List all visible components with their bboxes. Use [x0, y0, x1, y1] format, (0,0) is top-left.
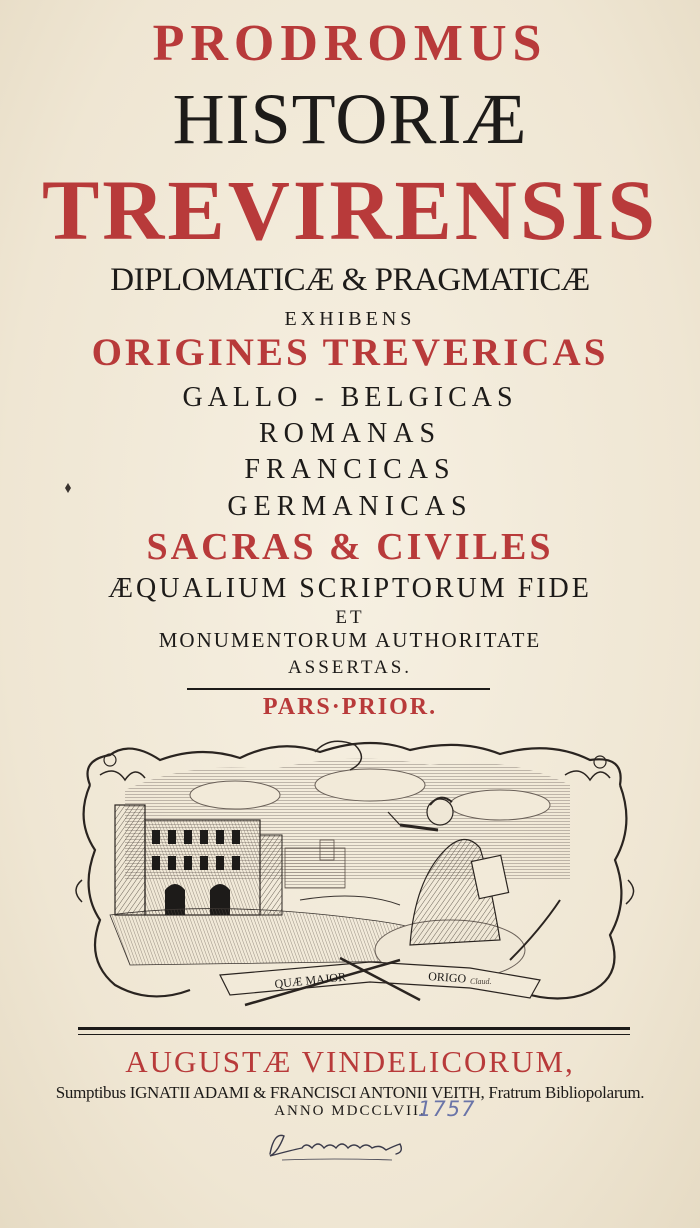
engraved-vignette	[70, 730, 640, 1015]
subtitle-exhibens: EXHIBENS	[284, 308, 416, 330]
title-line-trevirensis: TREVIRENSIS	[41, 162, 659, 258]
subtitle-monumentorum: MONUMENTORUM AUTHORITATE	[158, 628, 542, 652]
subtitle-romanas: ROMANAS	[258, 418, 442, 449]
handwritten-year: 1757	[418, 1097, 476, 1121]
divider-rule	[187, 688, 490, 690]
subtitle-germanicas: GERMANICAS	[227, 491, 473, 522]
part-label: PARS·PRIOR.	[262, 694, 438, 720]
imprint-publishers: Sumptibus IGNATII ADAMI & FRANCISCI ANTONII VEITH, Fratrum Bibliopolarum.	[55, 1083, 645, 1102]
imprint-place: AUGUSTÆ VINDELICORUM,	[125, 1044, 575, 1079]
imprint-rule-thick	[78, 1027, 630, 1030]
subtitle-et: ET	[335, 607, 365, 628]
imprint-year: ANNO MDCCLVII.	[274, 1103, 426, 1119]
ornament-mark-icon	[62, 482, 74, 494]
subtitle-diplomaticae: DIPLOMATICÆ & PRAGMATICÆ	[110, 262, 590, 298]
title-line-prodromus: PRODROMUS	[152, 15, 548, 72]
subtitle-francicas: FRANCICAS	[244, 454, 456, 485]
subtitle-sacras-civiles: SACRAS & CIVILES	[146, 526, 554, 568]
title-line-historiae: HISTORIÆ	[172, 79, 528, 159]
imprint-rule-thin	[78, 1034, 630, 1035]
subtitle-aequalium: ÆQUALIUM SCRIPTORUM FIDE	[108, 573, 592, 604]
motto-left-text: QUÆ MAJOR	[273, 969, 347, 991]
subtitle-gallo-belgicas: GALLO - BELGICAS	[182, 382, 518, 413]
subtitle-origines: ORIGINES TREVERICAS	[91, 331, 609, 374]
engraver-signature-text: Claud.	[470, 977, 492, 986]
handwritten-signature	[262, 1124, 412, 1166]
motto-right-text: ORIGO	[427, 969, 467, 986]
subtitle-assertas: ASSERTAS.	[287, 657, 413, 678]
